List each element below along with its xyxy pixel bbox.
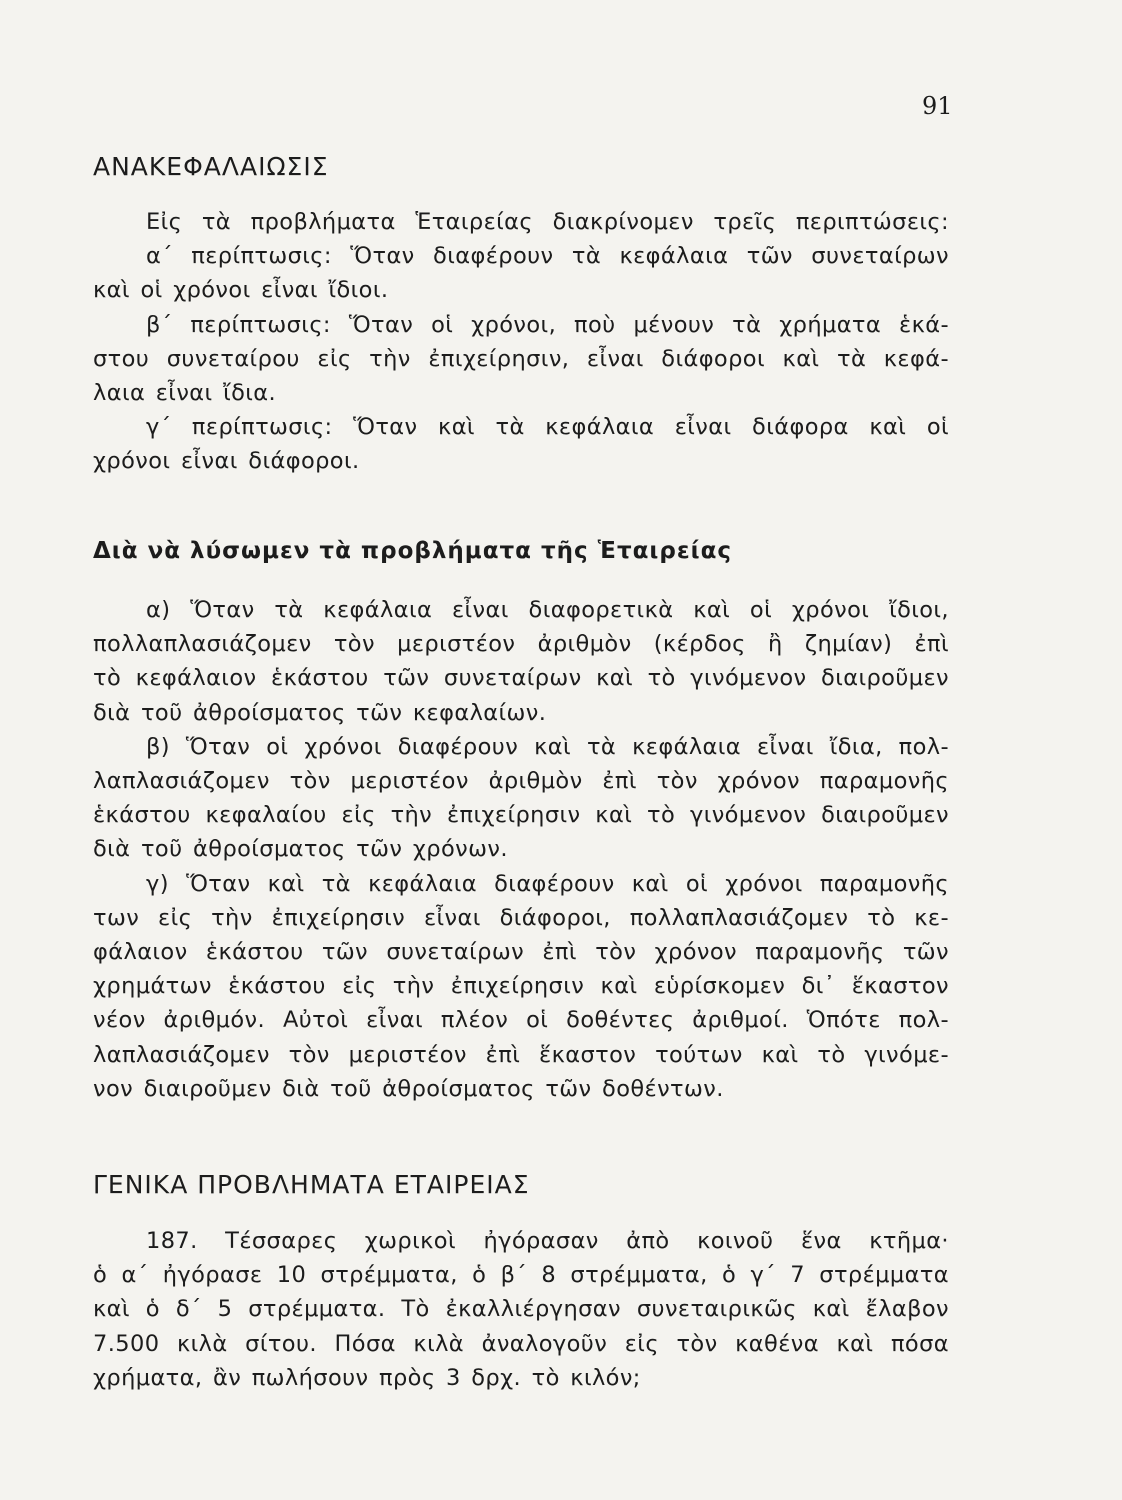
- problem-187: [93, 1224, 949, 1395]
- text-line: φάλαιον ἑκάστου τῶν συνεταίρων ἐπὶ τὸν χρόνον παραμονῆς τῶν: [93, 939, 949, 966]
- text-line: νον διαιροῦμεν διὰ τοῦ ἀθροίσματος τῶν δοθέντων.: [93, 1075, 724, 1102]
- summary-text: [93, 205, 949, 479]
- text-line: γ΄ περίπτωσις: Ὅταν καὶ τὰ κεφάλαια εἶναι διάφορα καὶ οἱ: [146, 414, 949, 441]
- text-line: α΄ περίπτωσις: Ὅταν διαφέρουν τὰ κεφάλαια τῶν συνεταίρων: [146, 243, 949, 270]
- text-line: β) Ὅταν οἱ χρόνοι διαφέρουν καὶ τὰ κεφάλαια εἶναι ἴδια, πολ-: [146, 733, 949, 760]
- text-line: 7.500 κιλὰ σίτου. Πόσα κιλὰ ἀναλογοῦν εἰς τὸν καθένα καὶ πόσα: [93, 1330, 949, 1357]
- text-line: καὶ οἱ χρόνοι εἶναι ἴδιοι.: [93, 277, 389, 304]
- text-line: λαπλασιάζομεν τὸν μεριστέον ἐπὶ ἕκαστον τούτων καὶ τὸ γινόμε-: [93, 1041, 949, 1068]
- text-line: πολλαπλασιάζομεν τὸν μεριστέον ἀριθμὸν (κέρδος ἢ ζημίαν) ἐπὶ: [93, 631, 949, 658]
- text-line: β΄ περίπτωσις: Ὅταν οἱ χρόνοι, ποὺ μένουν τὰ χρήματα ἑκά-: [146, 311, 949, 338]
- text-line: χρήματα, ἂν πωλήσουν πρὸς 3 δρχ. τὸ κιλόν;: [93, 1364, 641, 1391]
- text-line: ὁ α΄ ἠγόρασε 10 στρέμματα, ὁ β΄ 8 στρέμματα, ὁ γ΄ 7 στρέμματα: [93, 1262, 949, 1289]
- text-line: Εἰς τὰ προβλήματα Ἑταιρείας διακρίνομεν τρεῖς περιπτώσεις:: [146, 209, 949, 235]
- text-line: νέον ἀριθμόν. Αὐτοὶ εἶναι πλέον οἱ δοθέντες ἀριθμοί. Ὁπότε πολ-: [93, 1007, 949, 1034]
- text-line: των εἰς τὴν ἐπιχείρησιν εἶναι διάφοροι, πολλαπλασιάζομεν τὸ κε-: [93, 904, 949, 931]
- text-line: λαπλασιάζομεν τὸν μεριστέον ἀριθμὸν ἐπὶ τὸν χρόνον παραμονῆς: [93, 768, 949, 795]
- summary-title: ΑΝΑΚΕΦΑΛΑΙΩΣΙΣ: [93, 152, 329, 181]
- text-line: λαια εἶναι ἴδια.: [93, 380, 277, 407]
- text-line: τὸ κεφάλαιον ἑκάστου τῶν συνεταίρων καὶ τὸ γινόμενον διαιροῦμεν: [93, 665, 949, 692]
- text-line: διὰ τοῦ ἀθροίσματος τῶν κεφαλαίων.: [93, 699, 547, 726]
- text-line: καὶ ὁ δ΄ 5 στρέμματα. Τὸ ἐκαλλιέργησαν συνεταιρικῶς καὶ ἔλαβον: [93, 1296, 949, 1323]
- text-line: 187. Τέσσαρες χωρικοὶ ἠγόρασαν ἀπὸ κοινοῦ ἕνα κτῆμα·: [146, 1228, 949, 1254]
- text-line: χρόνοι εἶναι διάφοροι.: [93, 448, 360, 475]
- method-title: Διὰ νὰ λύσωμεν τὰ προβλήματα τῆς Ἑταιρείας: [93, 538, 733, 564]
- text-line: γ) Ὅταν καὶ τὰ κεφάλαια διαφέρουν καὶ οἱ χρόνοι παραμονῆς: [146, 870, 949, 897]
- method-text: [93, 593, 949, 1106]
- text-line: χρημάτων ἑκάστου εἰς τὴν ἐπιχείρησιν καὶ εὑρίσκομεν δι᾽ ἕκαστον: [93, 973, 949, 1000]
- text-line: α) Ὅταν τὰ κεφάλαια εἶναι διαφορετικὰ καὶ οἱ χρόνοι ἴδιοι,: [146, 597, 949, 623]
- text-line: διὰ τοῦ ἀθροίσματος τῶν χρόνων.: [93, 836, 508, 863]
- text-line: ἑκάστου κεφαλαίου εἰς τὴν ἐπιχείρησιν καὶ τὸ γινόμενον διαιροῦμεν: [93, 802, 949, 829]
- problems-title: ΓΕΝΙΚΑ ΠΡΟΒΛΗΜΑΤΑ ΕΤΑΙΡΕΙΑΣ: [93, 1170, 530, 1199]
- page-number: 91: [922, 92, 953, 120]
- text-line: στου συνεταίρου εἰς τὴν ἐπιχείρησιν, εἶναι διάφοροι καὶ τὰ κεφά-: [93, 345, 949, 372]
